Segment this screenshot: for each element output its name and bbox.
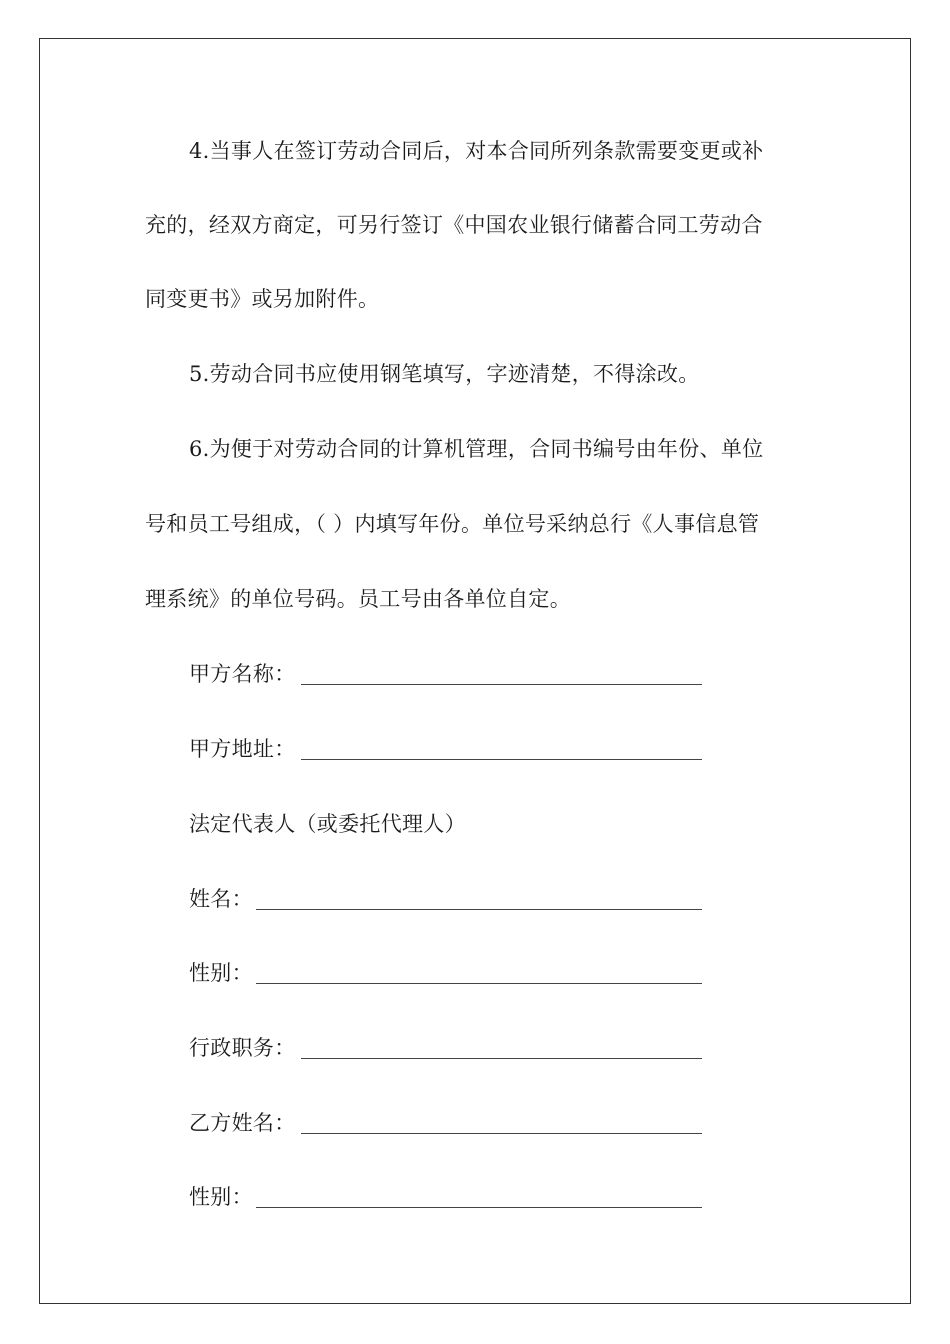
paragraph-4-line-3: 同变更书》或另加附件。 bbox=[145, 287, 380, 311]
party-b-name-label: 乙方姓名： bbox=[189, 1111, 296, 1135]
party-a-name-label: 甲方名称： bbox=[189, 662, 296, 686]
paragraph-6-line-3: 理系统》的单位号码。员工号由各单位自定。 bbox=[145, 587, 571, 611]
rep-name-blank[interactable] bbox=[256, 909, 702, 910]
paragraph-4-line-2: 充的，经双方商定，可另行签订《中国农业银行储蓄合同工劳动合 bbox=[145, 213, 763, 237]
party-b-gender-label: 性别： bbox=[189, 1185, 253, 1209]
rep-gender-label: 性别： bbox=[189, 961, 253, 985]
paragraph-6-line-1: 6.为便于对劳动合同的计算机管理，合同书编号由年份、单位 bbox=[189, 437, 764, 461]
rep-gender-blank[interactable] bbox=[256, 983, 702, 984]
rep-name-label: 姓名： bbox=[189, 887, 253, 911]
party-b-gender-blank[interactable] bbox=[256, 1207, 702, 1208]
party-a-address-blank[interactable] bbox=[301, 759, 702, 760]
party-b-name-blank[interactable] bbox=[301, 1133, 702, 1134]
paragraph-4-line-1: 4.当事人在签订劳动合同后，对本合同所列条款需要变更或补 bbox=[189, 139, 764, 163]
legal-rep-heading: 法定代表人（或委托代理人） bbox=[189, 812, 466, 836]
party-a-address-label: 甲方地址： bbox=[189, 737, 296, 761]
rep-position-label: 行政职务： bbox=[189, 1036, 296, 1060]
party-a-name-blank[interactable] bbox=[301, 684, 702, 685]
rep-position-blank[interactable] bbox=[301, 1058, 702, 1059]
paragraph-6-line-2: 号和员工号组成，（ ）内填写年份。单位号采纳总行《人事信息管 bbox=[145, 512, 760, 536]
paragraph-5-line-1: 5.劳动合同书应使用钢笔填写，字迹清楚，不得涂改。 bbox=[189, 362, 700, 386]
